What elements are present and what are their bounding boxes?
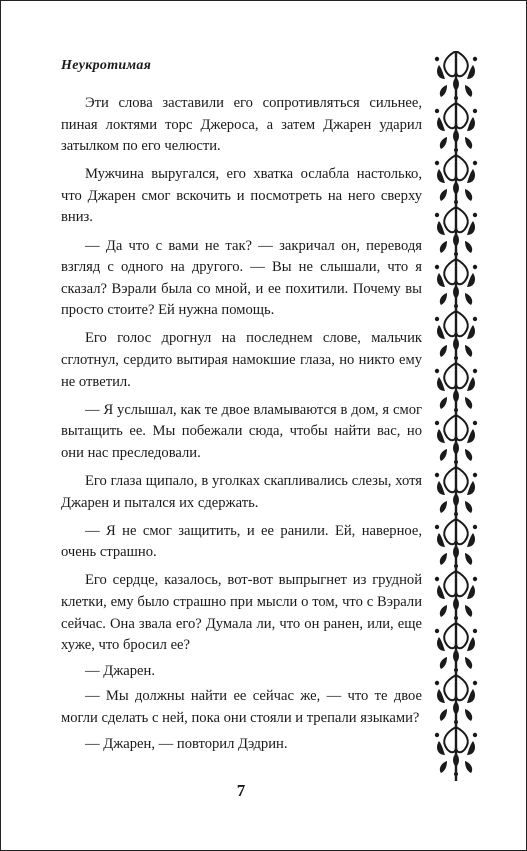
paragraph: — Я услышал, как те двое вламываются в дом, я смог вытащить ее. Мы побежали сюда, чтобы найти вас, но они нас преследовали.	[61, 401, 422, 461]
paragraph: Его сердце, казалось, вот-вот выпрыгнет из грудной клетки, ему было страшно при мысли о том, что с Вэрали сейчас. Она звала его? Думала ли, что он ранен, или, еще хуже, что бросил ее?	[61, 572, 422, 654]
page-number: 7	[236, 781, 246, 800]
vine-border-icon	[433, 51, 479, 781]
paragraph: Его глаза щипало, в уголках скапливались слезы, хотя Джарен и пытался их сдержать.	[61, 473, 422, 511]
paragraph: Эти слова заставили его сопротивляться сильнее, пиная локтями торс Джероса, а затем Джарен ударил затылком по его челюсти.	[61, 95, 422, 155]
paragraph: — Мы должны найти ее сейчас же, — что те двое могли сделать с ней, пока они стояли и трепали языками?	[61, 688, 422, 726]
paragraph: Мужчина выругался, его хватка ослабла настолько, что Джарен смог вскочить и посмотреть на него сверху вниз.	[61, 166, 422, 226]
paragraph: — Я не смог защитить, и ее ранили. Ей, наверное, очень страшно.	[61, 522, 422, 561]
paragraph: Его голос дрогнул на последнем слове, мальчик сглотнул, сердито вытирая намокшие глаза, но никто ему не ответил.	[61, 330, 422, 390]
paragraph: — Джарен, — повторил Дэдрин.	[85, 735, 288, 752]
running-head: Неукротимая	[61, 58, 152, 73]
body-text	[61, 93, 422, 759]
paragraph: — Джарен.	[85, 662, 155, 679]
paragraph: — Да что с вами не так? — закричал он, переводя взгляд с одного на другого. — Вы не слышали, что я сказал? Вэрали была со мной, и ее похитили. Почему вы просто стоите? Ей нужна помощь.	[61, 237, 422, 319]
